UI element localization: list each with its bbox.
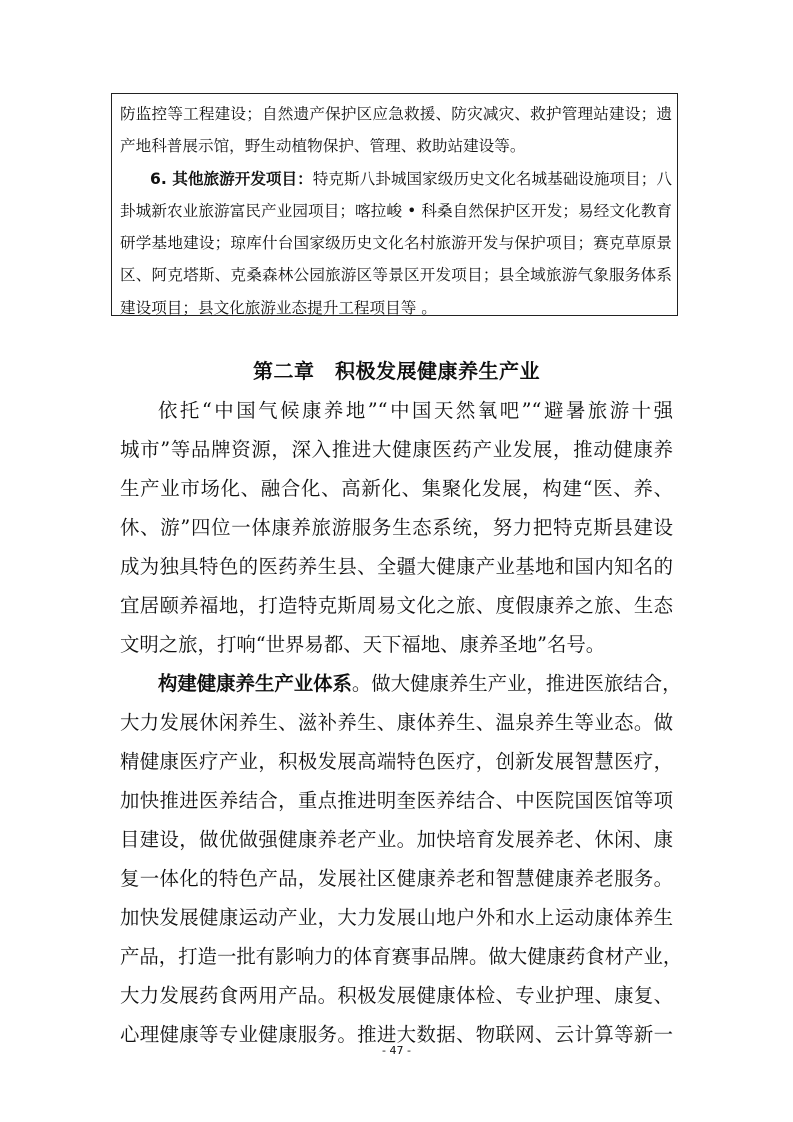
para2-lead-heading: 构建健康养生产业体系 <box>158 672 352 695</box>
page-number: - 47 - <box>382 1044 411 1057</box>
item-6-first-line <box>150 163 672 195</box>
para2-line-2: 大力发展休闲养生、滋补养生、康体养生、温泉养生等业态。做 <box>120 711 673 734</box>
para2-line-4: 加快推进医养结合，重点推进明奎医养结合、中医院国医馆等项 <box>120 789 673 812</box>
para1-line-7: 文明之旅，打响“世界易都、天下福地、康养圣地”名号。 <box>120 633 606 656</box>
para2-line-1 <box>158 668 682 700</box>
item-6-line-5: 建设项目；县文化旅游业态提升工程项目等 。 <box>120 299 437 317</box>
item-6-line-2: 卦城新农业旅游富民产业园项目；喀拉峻 • 科桑自然保护区开发；易经文化教育 <box>120 202 672 220</box>
para2-line-8: 产品，打造一批有影响力的体育赛事品牌。做大健康药食材产业， <box>120 945 683 968</box>
item-6-line-3: 研学基地建设；琼库什台国家级历史文化名村旅游开发与保护项目；赛克草原景 <box>120 234 672 252</box>
box-line-1: 防监控等工程建设；自然遗产保护区应急救援、防灾减灾、救护管理站建设；遗 <box>120 105 672 123</box>
item-6-line-4: 区、阿克塔斯、克桑森林公园旅游区等景区开发项目；县全域旅游气象服务体系 <box>120 266 672 284</box>
chapter-title: 第二章 积极发展健康养生产业 <box>253 359 540 383</box>
para1-line-3: 生产业市场化、融合化、高新化、集聚化发展，构建“医、养、 <box>120 477 673 500</box>
box-line-2: 产地科普展示馆，野生动植物保护、管理、救助站建设等。 <box>120 137 526 155</box>
item-6-line1-text: 特克斯八卦城国家级历史文化名城基础设施项目；八 <box>312 170 672 188</box>
item-6-label: 6. 其他旅游开发项目： <box>150 170 313 188</box>
para2-line-5: 目建设，做优做强健康养老产业。加快培育发展养老、休闲、康 <box>120 828 673 851</box>
para2-line-7: 加快发展健康运动产业，大力发展山地户外和水上运动康体养生 <box>120 906 673 929</box>
para2-line-10: 心理健康等专业健康服务。推进大数据、物联网、云计算等新一 <box>120 1023 673 1046</box>
para2-line-1-text: 。做大健康养生产业，推进医旅结合， <box>351 672 682 695</box>
para2-line-9: 大力发展药食两用产品。积极发展健康体检、专业护理、康复、 <box>120 984 673 1007</box>
para1-line-2: 城市”等品牌资源，深入推进大健康医药产业发展，推动健康养 <box>120 438 673 461</box>
para1-line-5: 成为独具特色的医药养生县、全疆大健康产业基地和国内知名的 <box>120 555 673 578</box>
para1-line-4: 休、游”四位一体康养旅游服务生态系统，努力把特克斯县建设 <box>120 516 673 539</box>
para2-line-3: 精健康医疗产业，积极发展高端特色医疗，创新发展智慧医疗， <box>120 750 673 773</box>
para1-line-6: 宜居颐养福地，打造特克斯周易文化之旅、度假康养之旅、生态 <box>120 594 673 617</box>
para1-line-1: 依托“中国气候康养地”“中国天然氧吧”“避暑旅游十强 <box>158 399 673 422</box>
para2-line-6: 复一体化的特色产品，发展社区健康养老和智慧健康养老服务。 <box>120 867 673 890</box>
